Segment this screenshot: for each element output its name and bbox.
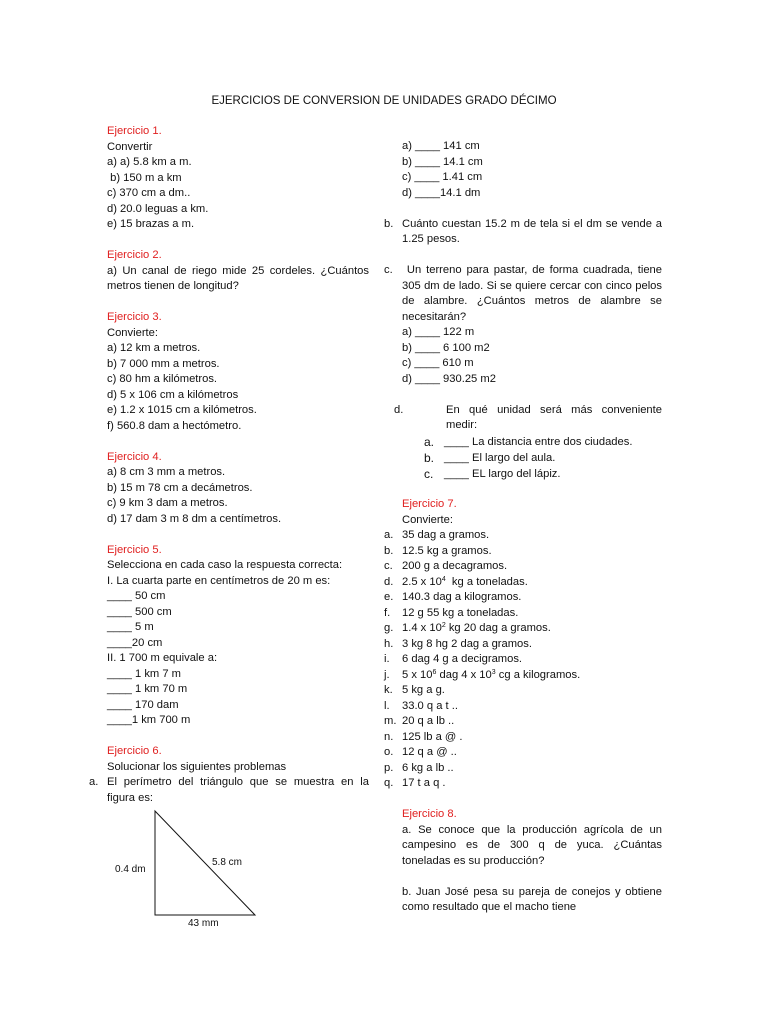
list-marker: c. bbox=[384, 560, 393, 572]
list-item-text: 20 q a lb .. bbox=[402, 715, 455, 727]
list-item-text: 12 g 55 kg a toneladas. bbox=[402, 606, 519, 619]
exercise-5-intro: Selecciona en cada caso la respuesta correcta: bbox=[107, 559, 343, 571]
list-item: ____20 cm bbox=[107, 636, 163, 649]
triangle-left-label: 0.4 dm bbox=[115, 864, 146, 875]
exercise-2-text: a) Un canal de riego mide 25 cordeles. ¿Cuántos metros tienen de longitud? bbox=[107, 264, 369, 292]
exercise-6-problem-a-text: El perímetro del triángulo que se muestra en la figura es: bbox=[107, 776, 369, 804]
list-item bbox=[384, 544, 662, 560]
list-item bbox=[384, 528, 662, 544]
exercise-6-problem-a bbox=[89, 775, 369, 806]
list-item-text: 125 lb a @ . bbox=[402, 730, 463, 743]
list-item bbox=[384, 559, 662, 575]
exercise-3-heading: Ejercicio 3. bbox=[107, 311, 162, 323]
list-item-text: 6 dag 4 g a decigramos. bbox=[402, 653, 523, 665]
list-marker: k. bbox=[384, 684, 393, 696]
exercise-6-problem-b bbox=[384, 217, 662, 248]
list-item bbox=[384, 683, 662, 699]
list-item: d) 5 x 106 cm a kilómetros bbox=[107, 388, 239, 401]
list-item-text: 12 q a @ .. bbox=[402, 746, 457, 758]
exercise-2-heading: Ejercicio 2. bbox=[107, 249, 162, 261]
list-item: d) 20.0 leguas a km. bbox=[107, 202, 209, 215]
list-item bbox=[384, 699, 662, 715]
list-marker: b. bbox=[384, 544, 394, 557]
exercise-4-heading: Ejercicio 4. bbox=[107, 450, 162, 463]
list-item: a) ____ 141 cm bbox=[402, 140, 480, 152]
exercise-5-question-2: II. 1 700 m equivale a: bbox=[107, 652, 218, 664]
exercise-6-problem-c-text: Un terreno para pastar, de forma cuadrada, tiene 305 dm de lado. Si se quiere cercar con cinco pelos de alambre. ¿Cuántos metros de alambre se necesitarán? bbox=[402, 264, 666, 323]
list-item: f) 560.8 dam a hectómetro. bbox=[107, 419, 242, 432]
list-item: ____ 500 cm bbox=[107, 605, 172, 618]
list-item: a) 12 km a metros. bbox=[107, 342, 201, 354]
list-item: ____ 1 km 70 m bbox=[107, 683, 188, 695]
list-item: b) ____ 6 100 m2 bbox=[402, 341, 490, 354]
list-marker: p. bbox=[384, 761, 394, 774]
exercise-3-intro: Convierte: bbox=[107, 326, 158, 339]
list-item: ____ 1 km 7 m bbox=[107, 667, 181, 680]
exercise-8-problem-b: b. Juan José pesa su pareja de conejos y obtiene como resultado que el macho tiene bbox=[402, 885, 662, 913]
list-marker: f. bbox=[384, 606, 391, 619]
list-item-text: 33.0 q a t .. bbox=[402, 699, 458, 712]
list-item-text: 5 x $10^6$ dag 4 x $10^3$ cg a kilogramos. bbox=[402, 668, 581, 681]
exercise-6-problem-d bbox=[394, 403, 662, 434]
list-item bbox=[384, 745, 662, 761]
list-item bbox=[384, 606, 662, 622]
list-item: e) 1.2 x 1015 cm a kilómetros. bbox=[107, 404, 257, 416]
list-item bbox=[384, 575, 662, 591]
list-marker: h. bbox=[384, 637, 394, 650]
exercise-6-problem-d-text: En qué unidad será más conveniente medir: bbox=[446, 403, 662, 431]
exercise-1-intro: Convertir bbox=[107, 140, 153, 153]
list-item: b. ____ El largo del aula. bbox=[424, 450, 556, 465]
list-item: c) 80 hm a kilómetros. bbox=[107, 373, 218, 385]
list-item: b) ____ 14.1 cm bbox=[402, 155, 483, 168]
list-marker: d. bbox=[394, 403, 404, 416]
list-marker: d. bbox=[384, 575, 394, 588]
list-item: d) 17 dam 3 m 8 dm a centímetros. bbox=[107, 512, 282, 525]
exercise-7-heading: Ejercicio 7. bbox=[402, 498, 457, 510]
list-item bbox=[384, 652, 662, 668]
list-item bbox=[384, 590, 662, 606]
triangle-figure bbox=[110, 805, 270, 930]
list-item: b) 150 m a km bbox=[107, 171, 182, 184]
list-item: c) 370 cm a dm.. bbox=[107, 187, 191, 199]
list-item: a) ____ 122 m bbox=[402, 326, 475, 338]
list-item-text: 2.5 x $10^4$ kg a toneladas. bbox=[402, 575, 528, 588]
list-marker: a. bbox=[384, 529, 394, 541]
list-item: d) ____14.1 dm bbox=[402, 186, 481, 199]
list-item: ____ 170 dam bbox=[107, 698, 179, 711]
list-marker: q. bbox=[384, 777, 394, 789]
exercise-6-problem-b-text: Cuánto cuestan 15.2 m de tela si el dm se vende a 1.25 pesos. bbox=[402, 217, 662, 245]
list-item-text: 1.4 x $10^2$ kg 20 dag a gramos. bbox=[402, 622, 551, 634]
list-marker: i. bbox=[384, 653, 390, 665]
exercise-6-problem-c bbox=[384, 263, 666, 325]
list-item: b) 7 000 mm a metros. bbox=[107, 357, 220, 370]
list-marker: a. bbox=[89, 776, 99, 788]
list-item: ____1 km 700 m bbox=[107, 714, 191, 726]
list-item bbox=[384, 621, 662, 637]
list-item-text: 12.5 kg a gramos. bbox=[402, 544, 492, 557]
list-item: c) ____ 610 m bbox=[402, 357, 474, 369]
list-marker: j. bbox=[384, 668, 390, 681]
list-marker: b. bbox=[384, 217, 394, 230]
list-item-text: 200 g a decagramos. bbox=[402, 560, 508, 572]
list-item-text: 5 kg a g. bbox=[402, 684, 445, 696]
list-item: c. ____ EL largo del lápiz. bbox=[424, 466, 561, 481]
list-item bbox=[384, 776, 662, 792]
list-item: d) ____ 930.25 m2 bbox=[402, 372, 496, 385]
list-item bbox=[384, 761, 662, 777]
list-item bbox=[384, 668, 662, 684]
exercise-6-intro: Solucionar los siguientes problemas bbox=[107, 760, 287, 773]
exercise-5-heading: Ejercicio 5. bbox=[107, 543, 162, 556]
triangle-hypotenuse-label: 5.8 cm bbox=[212, 857, 243, 868]
list-item bbox=[384, 730, 662, 746]
list-marker: c. bbox=[384, 264, 393, 276]
list-item bbox=[384, 637, 662, 653]
list-item: c) 9 km 3 dam a metros. bbox=[107, 497, 228, 509]
list-item: ____ 5 m bbox=[107, 621, 154, 633]
list-item: a) a) 5.8 km a m. bbox=[107, 156, 192, 168]
list-marker: n. bbox=[384, 730, 394, 743]
list-item: e) 15 brazas a m. bbox=[107, 218, 195, 230]
list-marker: l. bbox=[384, 699, 390, 712]
exercise-8-heading: Ejercicio 8. bbox=[402, 808, 457, 820]
list-marker: g. bbox=[384, 622, 394, 634]
exercise-7-list bbox=[384, 528, 662, 792]
list-marker: o. bbox=[384, 746, 394, 758]
list-marker: e. bbox=[384, 591, 394, 603]
left-column bbox=[89, 124, 369, 806]
list-item: b) 15 m 78 cm a decámetros. bbox=[107, 481, 253, 494]
list-item-text: 17 t a q . bbox=[402, 777, 446, 789]
list-item-text: 3 kg 8 hg 2 dag a gramos. bbox=[402, 637, 532, 650]
list-item-text: 6 kg a lb .. bbox=[402, 761, 454, 774]
list-item-text: 35 dag a gramos. bbox=[402, 529, 490, 541]
exercise-6-heading: Ejercicio 6. bbox=[107, 745, 162, 757]
exercise-5-question-1: I. La cuarta parte en centímetros de 20 m es: bbox=[107, 574, 331, 587]
list-item-text: 140.3 dag a kilogramos. bbox=[402, 591, 522, 603]
list-item: a. ____ La distancia entre dos ciudades. bbox=[424, 434, 633, 449]
exercise-7-intro: Convierte: bbox=[402, 513, 453, 526]
list-marker: m. bbox=[384, 715, 397, 727]
list-item bbox=[384, 714, 662, 730]
exercise-8-problem-a: a. Se conoce que la producción agrícola de un campesino es de 300 q de yuca. ¿Cuántas toneladas es su producción? bbox=[402, 823, 662, 867]
triangle-bottom-label: 43 mm bbox=[188, 918, 219, 929]
right-column bbox=[384, 139, 666, 916]
list-item: c) ____ 1.41 cm bbox=[402, 171, 483, 183]
page-title: EJERCICIOS DE CONVERSION DE UNIDADES GRADO DÉCIMO bbox=[211, 95, 557, 107]
list-item: a) 8 cm 3 mm a metros. bbox=[107, 466, 226, 478]
exercise-1-heading: Ejercicio 1. bbox=[107, 125, 162, 137]
list-item: ____ 50 cm bbox=[107, 590, 166, 602]
